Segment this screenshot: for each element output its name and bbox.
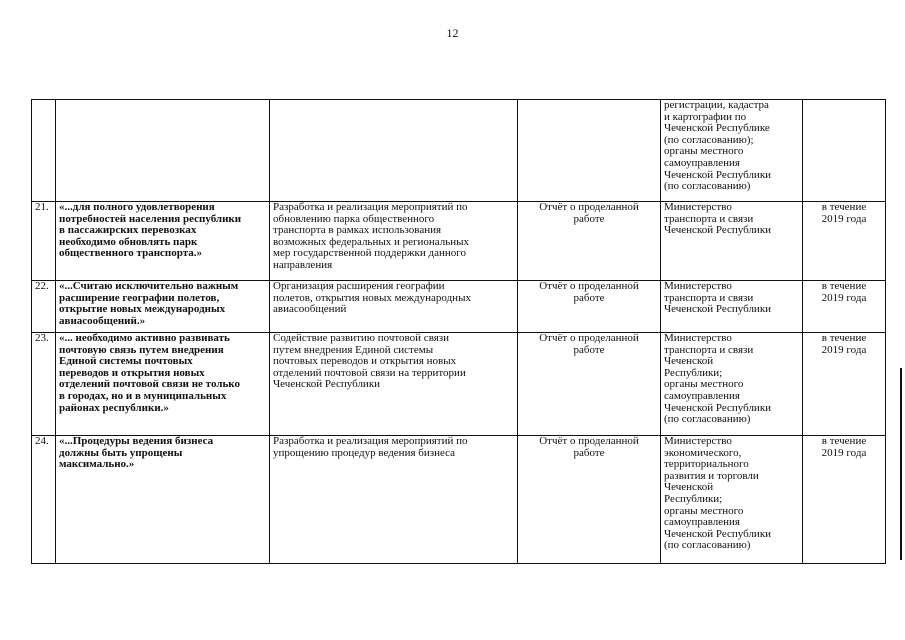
result-form: Отчёт о проделанной работе: [518, 333, 661, 436]
responsible-executor: регистрации, кадастра и картографии по Чеченской Республике (по согласованию); органы местного самоуправления Чеченской Республики (по согласованию): [661, 100, 803, 202]
deadline: [803, 100, 886, 202]
scan-edge-rule: [900, 368, 902, 560]
measure-description: Организация расширения географии полетов, открытия новых международных авиасообщений: [270, 281, 518, 333]
action-plan-table: [31, 99, 886, 564]
table-row: [32, 281, 886, 333]
table-row: [32, 100, 886, 202]
result-form: [518, 100, 661, 202]
deadline: в течение 2019 года: [803, 281, 886, 333]
row-number: 21.: [32, 202, 56, 281]
row-number: 24.: [32, 436, 56, 564]
row-number: [32, 100, 56, 202]
deadline: в течение 2019 года: [803, 436, 886, 564]
result-form: Отчёт о проделанной работе: [518, 202, 661, 281]
measure-description: Разработка и реализация мероприятий по упрощению процедур ведения бизнеса: [270, 436, 518, 564]
result-form: Отчёт о проделанной работе: [518, 281, 661, 333]
deadline: в течение 2019 года: [803, 202, 886, 281]
page-number: 12: [446, 26, 459, 40]
deadline: в течение 2019 года: [803, 333, 886, 436]
result-form: Отчёт о проделанной работе: [518, 436, 661, 564]
table-row: [32, 202, 886, 281]
address-quote: «...для полного удовлетворения потребностей населения республики в пассажирских перевозках необходимо обновлять парк общественного транспорта.»: [56, 202, 270, 281]
address-quote: [56, 100, 270, 202]
responsible-executor: Министерство экономического, территориального развития и торговли Чеченской Республики; органы местного самоуправления Чеченской Республики (по согласованию): [661, 436, 803, 564]
responsible-executor: Министерство транспорта и связи Чеченской Республики; органы местного самоуправления Чеченской Республики (по согласованию): [661, 333, 803, 436]
measure-description: Разработка и реализация мероприятий по обновлению парка общественного транспорта в рамках использования возможных федеральных и региональных мер государственной поддержки данного направления: [270, 202, 518, 281]
address-quote: «...Процедуры ведения бизнеса должны быть упрощены максимально.»: [56, 436, 270, 564]
address-quote: «...Считаю исключительно важным расширение географии полетов, открытие новых международных авиасообщений.»: [56, 281, 270, 333]
address-quote: «... необходимо активно развивать почтовую связь путем внедрения Единой системы почтовых переводов и открытия новых отделений почтовой связи не только в городах, но и в муниципальных районах республики.»: [56, 333, 270, 436]
responsible-executor: Министерство транспорта и связи Чеченской Республики: [661, 281, 803, 333]
table-row: [32, 436, 886, 564]
responsible-executor: Министерство транспорта и связи Чеченской Республики: [661, 202, 803, 281]
measure-description: [270, 100, 518, 202]
row-number: 23.: [32, 333, 56, 436]
table-row: [32, 333, 886, 436]
row-number: 22.: [32, 281, 56, 333]
measure-description: Содействие развитию почтовой связи путем внедрения Единой системы почтовых переводов и открытия новых отделений почтовой связи на территории Чеченской Республики: [270, 333, 518, 436]
